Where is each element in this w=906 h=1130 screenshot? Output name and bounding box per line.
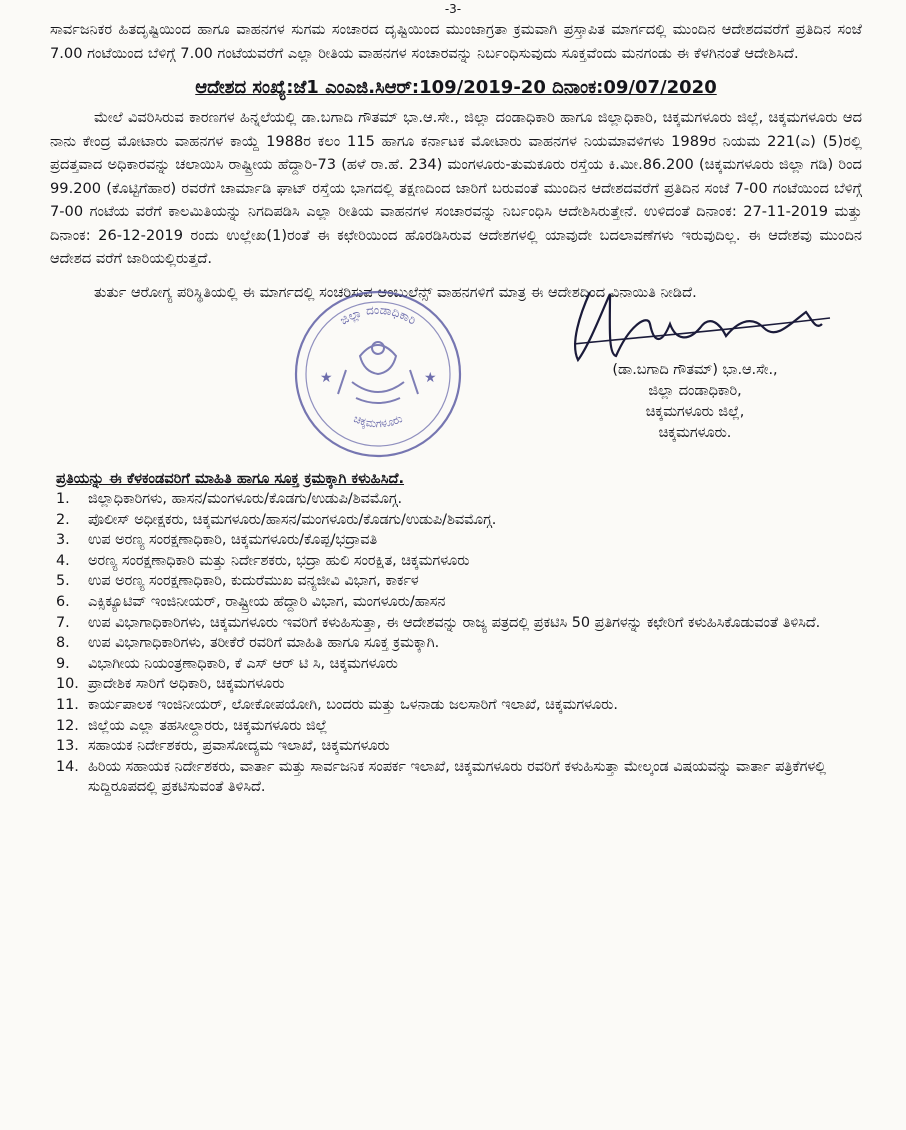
list-item-text: ಉಪ ಅರಣ್ಯ ಸಂರಕ್ಷಣಾಧಿಕಾರಿ, ಕುದುರೆಮುಖ ವನ್ಯಜೀವಿ ವಿಭಾಗ, ಕಾರ್ಕಳ [88, 573, 419, 590]
list-item [50, 654, 862, 675]
list-item-number: 12. [56, 717, 79, 734]
seal-star-icon-right: ★ [424, 370, 437, 386]
list-item-number: 7. [56, 614, 70, 631]
order-number-heading: ಆದೇಶದ ಸಂಖ್ಯೆ:ಜೆ1 ಎಂಎಜಿ.ಸಿಆರ್:109/2019-20 ದಿನಾಂಕ:09/07/2020 [195, 77, 717, 98]
signatory-designation: ಜಿಲ್ಲಾ ದಂಡಾಧಿಕಾರಿ, [648, 383, 742, 399]
list-item-text: ಉಪ ವಿಭಾಗಾಧಿಕಾರಿಗಳು, ಚಿಕ್ಕಮಗಳೂರು ಇವರಿಗೆ ಕಳುಹಿಸುತ್ತಾ, ಈ ಆದೇಶವನ್ನು ರಾಜ್ಯ ಪತ್ರದಲ್ಲಿ ಪ್ರಕಟಿಸಿ 50 ಪ್ರತಿಗಳನ್ನು ಕಛೇರಿಗೆ ಕಳುಹಿಸಿಕೊಡುವಂತೆ ತಿಳಿಸಿದೆ. [88, 614, 821, 631]
list-item [50, 571, 862, 592]
list-item [50, 592, 862, 613]
signatory-name: (ಡಾ.ಬಗಾದಿ ಗೌತಮ್) ಭಾ.ಆ.ಸೇ., [612, 362, 778, 378]
signature-block [50, 304, 862, 464]
seal-star-icon-left: ★ [320, 370, 333, 386]
list-item-text: ಜಿಲ್ಲೆಯ ಎಲ್ಲಾ ತಹಸೀಲ್ದಾರರು, ಚಿಕ್ಕಮಗಳೂರು ಜಿಲ್ಲೆ [88, 717, 328, 734]
list-item-text: ಸಹಾಯಕ ನಿರ್ದೇಶಕರು, ಪ್ರವಾಸೋದ್ಯಮ ಇಲಾಖೆ, ಚಿಕ್ಕಮಗಳೂರು [88, 738, 390, 755]
district-seal-stamp [290, 286, 466, 462]
list-item-number: 14. [56, 758, 79, 775]
list-item-text: ಉಪ ವಿಭಾಗಾಧಿಕಾರಿಗಳು, ತರೀಕೆರೆ ರವರಿಗೆ ಮಾಹಿತಿ ಹಾಗೂ ಸೂಕ್ತ ಕ್ರಮಕ್ಕಾಗಿ. [88, 635, 440, 652]
list-item-number: 10. [56, 676, 79, 693]
list-item [50, 736, 862, 757]
list-item-number: 13. [56, 738, 79, 755]
list-item [50, 489, 862, 510]
emblem-icon [338, 342, 418, 403]
seal-bottom-text: ಚಿಕ್ಕಮಗಳೂರು [351, 412, 405, 431]
list-item [50, 716, 862, 737]
list-item-text: ಪ್ರಾದೇಶಿಕ ಸಾರಿಗೆ ಅಧಿಕಾರಿ, ಚಿಕ್ಕಮಗಳೂರು [88, 676, 285, 693]
list-item-number: 5. [56, 573, 70, 590]
intro-paragraph: ಸಾರ್ವಜನಿಕರ ಹಿತದೃಷ್ಟಿಯಿಂದ ಹಾಗೂ ವಾಹನಗಳ ಸುಗಮ ಸಂಚಾರದ ದೃಷ್ಟಿಯಿಂದ ಮುಂಜಾಗ್ರತಾ ಕ್ರಮವಾಗಿ ಪ್ರಸ್ತಾಪಿತ ಮಾರ್ಗದಲ್ಲಿ ಮುಂದಿನ ಆದೇಶದವರೆಗೆ ಪ್ರತಿದಿನ ಸಂಜೆ 7.00 ಗಂಟೆಯಿಂದ ಬೆಳಿಗ್ಗೆ 7.00 ಗಂಟೆಯವರೆಗೆ ಎಲ್ಲಾ ರೀತಿಯ ವಾಹನಗಳ ಸಂಚಾರವನ್ನು ನಿರ್ಬಂಧಿಸುವುದು ಸೂಕ್ತವೆಂದು ಮನಗಂಡು ಈ ಕೆಳಗಿನಂತೆ ಆದೇಶಿಸಿದೆ. [50, 21, 862, 62]
svg-text:ಚಿಕ್ಕಮಗಳೂರು [352, 412, 405, 430]
list-item [50, 757, 862, 798]
list-item-number: 1. [56, 491, 70, 507]
signatory-place: ಚಿಕ್ಕಮಗಳೂರು. [658, 425, 732, 441]
order-paragraph: ಮೇಲೆ ವಿವರಿಸಿರುವ ಕಾರಣಗಳ ಹಿನ್ನಲೆಯಲ್ಲಿ ಡಾ.ಬಗಾದಿ ಗೌತಮ್ ಭಾ.ಆ.ಸೇ., ಜಿಲ್ಲಾ ದಂಡಾಧಿಕಾರಿ ಹಾಗೂ ಜಿಲ್ಲಾಧಿಕಾರಿ, ಚಿಕ್ಕಮಗಳೂರು ಜಿಲ್ಲೆ, ಚಿಕ್ಕಮಗಳೂರು ಆದ ನಾನು ಕೇಂದ್ರ ಮೋಟಾರು ವಾಹನಗಳ ಕಾಯ್ದೆ 1988ರ ಕಲಂ 115 ಹಾಗೂ ಕರ್ನಾಟಕ ಮೋಟಾರು ವಾಹನಗಳ ನಿಯಮಾವಳಿಗಳು 1989ರ ನಿಯಮ 221(ಎ) (5)ರಲ್ಲಿ ಪ್ರದತ್ತವಾದ ಅಧಿಕಾರವನ್ನು ಚಲಾಯಿಸಿ ರಾಷ್ಟ್ರೀಯ ಹೆದ್ದಾರಿ-73 (ಹಳೆ ರಾ.ಹೆ. 234) ಮಂಗಳೂರು-ತುಮಕೂರು ರಸ್ತೆಯ ಕಿ.ಮೀ.86.200 (ಚಿಕ್ಕಮಗಳೂರು ಜಿಲ್ಲಾ ಗಡಿ) ರಿಂದ 99.200 (ಕೊಟ್ಟಿಗೆಹಾರ) ರವರೆಗೆ ಚಾರ್ಮಾಡಿ ಘಾಟ್ ರಸ್ತೆಯ ಭಾಗದಲ್ಲಿ ತಕ್ಷಣದಿಂದ ಜಾರಿಗೆ ಬರುವಂತೆ ಮುಂದಿನ ಆದೇಶದವರೆಗೆ ಪ್ರತಿದಿನ ಸಂಜೆ 7-00 ಗಂಟೆಯಿಂದ ಬೆಳಿಗ್ಗೆ 7-00 ಗಂಟೆಯ ವರೆಗೆ ಕಾಲಮಿತಿಯನ್ನು ನಿಗದಿಪಡಿಸಿ ಎಲ್ಲಾ ರೀತಿಯ ವಾಹನಗಳ ಸಂಚಾರವನ್ನು ನಿರ್ಬಂಧಿಸಿ ಆದೇಶಿಸಿರುತ್ತೇನೆ. ಉಳಿದಂತೆ ದಿನಾಂಕ: 27-11-2019 ಮತ್ತು ದಿನಾಂಕ: 26-12-2019 ರಂದು ಉಲ್ಲೇಖ(1)ರಂತೆ ಈ ಕಛೇರಿಯಿಂದ ಹೊರಡಿಸಿರುವ ಆದೇಶಗಳಲ್ಲಿ ಯಾವುದೇ ಬದಲಾವಣೆಗಳು ಇರುವುದಿಲ್ಲ. ಈ ಆದೇಶವು ಮುಂದಿನ ಆದೇಶದ ವರೆಗೆ ಜಾರಿಯಲ್ಲಿರುತ್ತದೆ. [50, 109, 862, 267]
signatory-details [570, 360, 820, 444]
list-item-text: ಹಿರಿಯ ಸಹಾಯಕ ನಿರ್ದೇಶಕರು, ವಾರ್ತಾ ಮತ್ತು ಸಾರ್ವಜನಿಕ ಸಂಪರ್ಕ ಇಲಾಖೆ, ಚಿಕ್ಕಮಗಳೂರು ರವರಿಗೆ ಕಳುಹಿಸುತ್ತಾ ಮೇಲ್ಕಂಡ ವಿಷಯವನ್ನು ವಾರ್ತಾ ಪತ್ರಿಕೆಗಳಲ್ಲಿ ಸುದ್ದಿರೂಪದಲ್ಲಿ ಪ್ರಕಟಿಸುವಂತೆ ತಿಳಿಸಿದೆ. [88, 758, 827, 796]
list-item-text: ಜಿಲ್ಲಾಧಿಕಾರಿಗಳು, ಹಾಸನ/ಮಂಗಳೂರು/ಕೊಡಗು/ಉಡುಪಿ/ಶಿವಮೊಗ್ಗ. [88, 491, 403, 507]
list-item-text: ಪೊಲೀಸ್ ಅಧೀಕ್ಷಕರು, ಚಿಕ್ಕಮಗಳೂರು/ಹಾಸನ/ಮಂಗಳೂರು/ಕೊಡಗು/ಉಡುಪಿ/ಶಿವಮೊಗ್ಗ. [88, 511, 497, 528]
seal-top-text: ಜಿಲ್ಲಾ ದಂಡಾಧಿಕಾರಿ [337, 302, 419, 328]
list-item-number: 9. [56, 655, 70, 672]
list-item-number: 2. [56, 511, 70, 528]
list-item-text: ಕಾರ್ಯಪಾಲಕ ಇಂಜಿನೀಯರ್, ಲೋಕೋಪಯೋಗಿ, ಬಂದರು ಮತ್ತು ಒಳನಾಡು ಜಲಸಾರಿಗೆ ಇಲಾಖೆ, ಚಿಕ್ಕಮಗಳೂರು. [88, 696, 618, 713]
list-item-text: ಎಕ್ಸಿಕ್ಯೂಟಿವ್ ಇಂಜಿನೀಯರ್, ರಾಷ್ಟ್ರೀಯ ಹೆದ್ದಾರಿ ವಿಭಾಗ, ಮಂಗಳೂರು/ಹಾಸನ [88, 593, 446, 610]
list-item [50, 695, 862, 716]
copy-to-heading: ಪ್ರತಿಯನ್ನು ಈ ಕೆಳಕಂಡವರಿಗೆ ಮಾಹಿತಿ ಹಾಗೂ ಸೂಕ್ತ ಕ್ರಮಕ್ಕಾಗಿ ಕಳುಹಿಸಿದೆ. [56, 470, 405, 487]
list-item [50, 530, 862, 551]
list-item [50, 613, 862, 634]
list-item-text: ಅರಣ್ಯ ಸಂರಕ್ಷಣಾಧಿಕಾರಿ ಮತ್ತು ನಿರ್ದೇಶಕರು, ಭದ್ರಾ ಹುಲಿ ಸಂರಕ್ಷಿತ, ಚಿಕ್ಕಮಗಳೂರು [88, 552, 470, 569]
exemption-paragraph: ತುರ್ತು ಆರೋಗ್ಯ ಪರಿಸ್ಥಿತಿಯಲ್ಲಿ ಈ ಮಾರ್ಗದಲ್ಲಿ ಸಂಚರಿಸುವ ಆಂಬುಲೆನ್ಸ್ ವಾಹನಗಳಿಗೆ ಮಾತ್ರ ಈ ಆದೇಶದಿಂದ ವಿನಾಯಿತಿ ನೀಡಿದೆ. [94, 283, 697, 301]
list-item [50, 551, 862, 572]
list-item-number: 6. [56, 593, 70, 610]
list-item [50, 510, 862, 531]
list-item-number: 11. [56, 696, 79, 713]
list-item [50, 674, 862, 695]
list-item-text: ಉಪ ಅರಣ್ಯ ಸಂರಕ್ಷಣಾಧಿಕಾರಿ, ಚಿಕ್ಕಮಗಳೂರು/ಕೊಪ್ಪ/ಭದ್ರಾವತಿ [88, 532, 378, 549]
list-item-text: ವಿಭಾಗೀಯ ನಿಯಂತ್ರಣಾಧಿಕಾರಿ, ಕೆ ಎಸ್ ಆರ್ ಟಿ ಸಿ, ಚಿಕ್ಕಮಗಳೂರು [88, 655, 398, 672]
page-number: -3- [444, 2, 462, 16]
signatory-district: ಚಿಕ್ಕಮಗಳೂರು ಜಿಲ್ಲೆ, [645, 404, 745, 420]
svg-text:ಜಿಲ್ಲಾ ದಂಡಾಧಿಕಾರಿ [337, 303, 418, 328]
list-item-number: 8. [56, 635, 70, 652]
list-item-number: 4. [56, 552, 70, 569]
list-item [50, 633, 862, 654]
list-item-number: 3. [56, 532, 70, 549]
copy-recipient-list [50, 489, 862, 798]
